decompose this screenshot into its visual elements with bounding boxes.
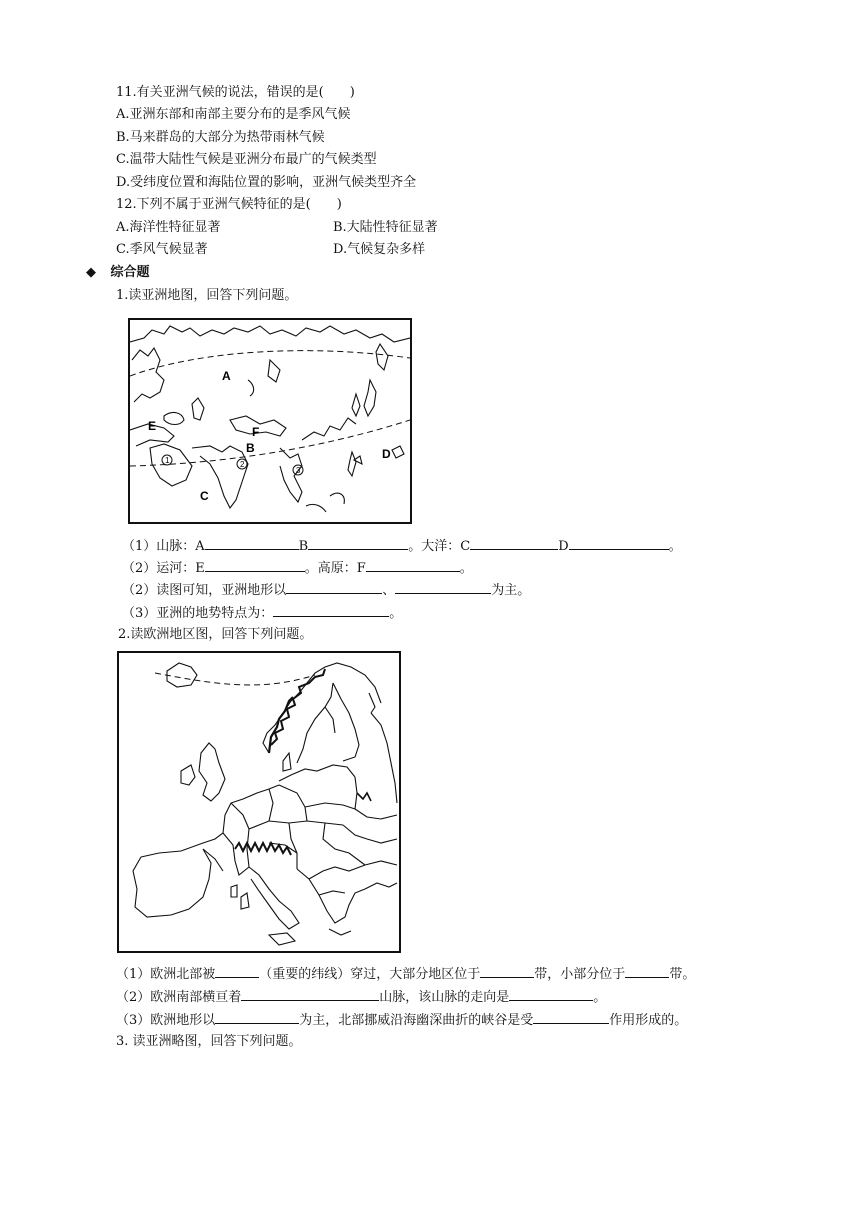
p1-sub1	[122, 536, 682, 556]
answer-blank-mountain-name[interactable]	[241, 987, 379, 1001]
p1-sub2-text-a: （2）运河：E	[122, 561, 205, 576]
p1-sub4-text-a: （3）亚洲的地势特点为：	[122, 606, 274, 621]
p1-sub2-text-b: 。高原：F	[304, 561, 366, 576]
answer-blank-direction[interactable]	[509, 987, 593, 1001]
p1-sub3	[122, 580, 530, 600]
p2-sub2-text-b: 山脉，该山脉的走向是	[379, 990, 510, 1005]
q12-option-b: B.大陆性特征显著	[333, 220, 438, 235]
q11-stem: 11.有关亚洲气候的说法，错误的是( )	[116, 85, 355, 100]
q11-option-a: A.亚洲东部和南部主要分布的是季风气候	[116, 107, 351, 122]
asia-map	[128, 318, 412, 524]
answer-blank-canal-e[interactable]	[205, 558, 305, 572]
p1-sub4-end: 。	[389, 606, 403, 621]
p1-sub2-end: 。	[459, 561, 473, 576]
map-number-2: 2	[240, 460, 245, 469]
answer-blank-force[interactable]	[533, 1010, 609, 1024]
q12-option-a: A.海洋性特征显著	[116, 220, 221, 235]
map-label-b: B	[246, 441, 255, 455]
q12-option-d: D.气候复杂多样	[333, 242, 426, 257]
asia-map-drawing	[130, 320, 410, 522]
p2-sub1	[116, 964, 695, 984]
p2-sub2-end: 。	[593, 990, 607, 1005]
answer-blank-zone-2[interactable]	[625, 964, 669, 978]
answer-blank-plateau-f[interactable]	[366, 558, 460, 572]
p1-sub1-end: 。	[668, 539, 682, 554]
p2-sub2	[116, 987, 606, 1007]
p1-sub1-text-d: D	[558, 539, 569, 554]
p2-sub2-text-a: （2）欧洲南部横亘着	[116, 990, 242, 1005]
p1-sub1-text-a: （1）山脉：A	[122, 539, 205, 554]
answer-blank-landform[interactable]	[215, 1010, 299, 1024]
diamond-bullet-icon: ◆	[86, 265, 96, 280]
p1-sub2	[122, 558, 473, 578]
p2-sub3-text-b: 为主，北部挪威沿海幽深曲折的峡谷是受	[299, 1013, 534, 1028]
answer-blank-topography[interactable]	[273, 603, 389, 617]
answer-blank-terrain-1[interactable]	[286, 580, 382, 594]
answer-blank-terrain-2[interactable]	[395, 580, 491, 594]
p2-sub1-text-b: （重要的纬线）穿过，大部分地区位于	[259, 967, 481, 982]
map-number-3: 3	[296, 466, 301, 475]
p2-sub1-text-d: 带。	[669, 967, 696, 982]
q11-option-b: B.马来群岛的大部分为热带雨林气候	[116, 130, 325, 145]
answer-blank-ocean-d[interactable]	[569, 536, 669, 550]
map-number-1: 1	[165, 456, 170, 465]
p1-stem: 1.读亚洲地图，回答下列问题。	[116, 288, 298, 303]
answer-blank-mountain-b[interactable]	[308, 536, 408, 550]
section-heading	[86, 264, 150, 282]
q12-stem: 12.下列不属于亚洲气候特征的是( )	[116, 197, 342, 212]
q12-option-c: C.季风气候显著	[116, 242, 208, 257]
map-label-f: F	[252, 425, 260, 439]
p2-sub3-text-a: （3）欧洲地形以	[116, 1013, 216, 1028]
p2-stem: 2.读欧洲地区图，回答下列问题。	[118, 627, 313, 642]
map-label-d: D	[382, 447, 391, 461]
p1-sub3-text-b: 、	[382, 583, 396, 598]
p2-sub3	[116, 1010, 687, 1030]
answer-blank-zone-1[interactable]	[480, 964, 534, 978]
europe-map	[117, 651, 401, 953]
p3-stem: 3. 读亚洲略图，回答下列问题。	[116, 1034, 302, 1049]
section-title: 综合题	[110, 265, 150, 280]
europe-map-drawing	[119, 653, 399, 951]
q11-option-d: D.受纬度位置和海陆位置的影响，亚洲气候类型齐全	[116, 175, 417, 190]
p1-sub1-text-c: 。大洋：C	[408, 539, 471, 554]
p1-sub3-text-a: （2）读图可知，亚洲地形以	[122, 583, 287, 598]
map-label-a: A	[222, 369, 231, 383]
p1-sub4	[122, 603, 402, 623]
map-label-e: E	[148, 419, 157, 433]
p1-sub3-text-c: 为主。	[491, 583, 531, 598]
p2-sub1-text-a: （1）欧洲北部被	[116, 967, 216, 982]
map-label-c: C	[200, 489, 209, 503]
scandinavian-range-mark	[271, 669, 325, 745]
answer-blank-ocean-c[interactable]	[470, 536, 558, 550]
p1-sub1-text-b: B	[298, 539, 309, 554]
answer-blank-latitude[interactable]	[215, 964, 259, 978]
p2-sub3-text-c: 作用形成的。	[609, 1013, 688, 1028]
p2-sub1-text-c: 带，小部分位于	[534, 967, 626, 982]
answer-blank-mountain-a[interactable]	[205, 536, 299, 550]
q11-option-c: C.温带大陆性气候是亚洲分布最广的气候类型	[116, 152, 377, 167]
